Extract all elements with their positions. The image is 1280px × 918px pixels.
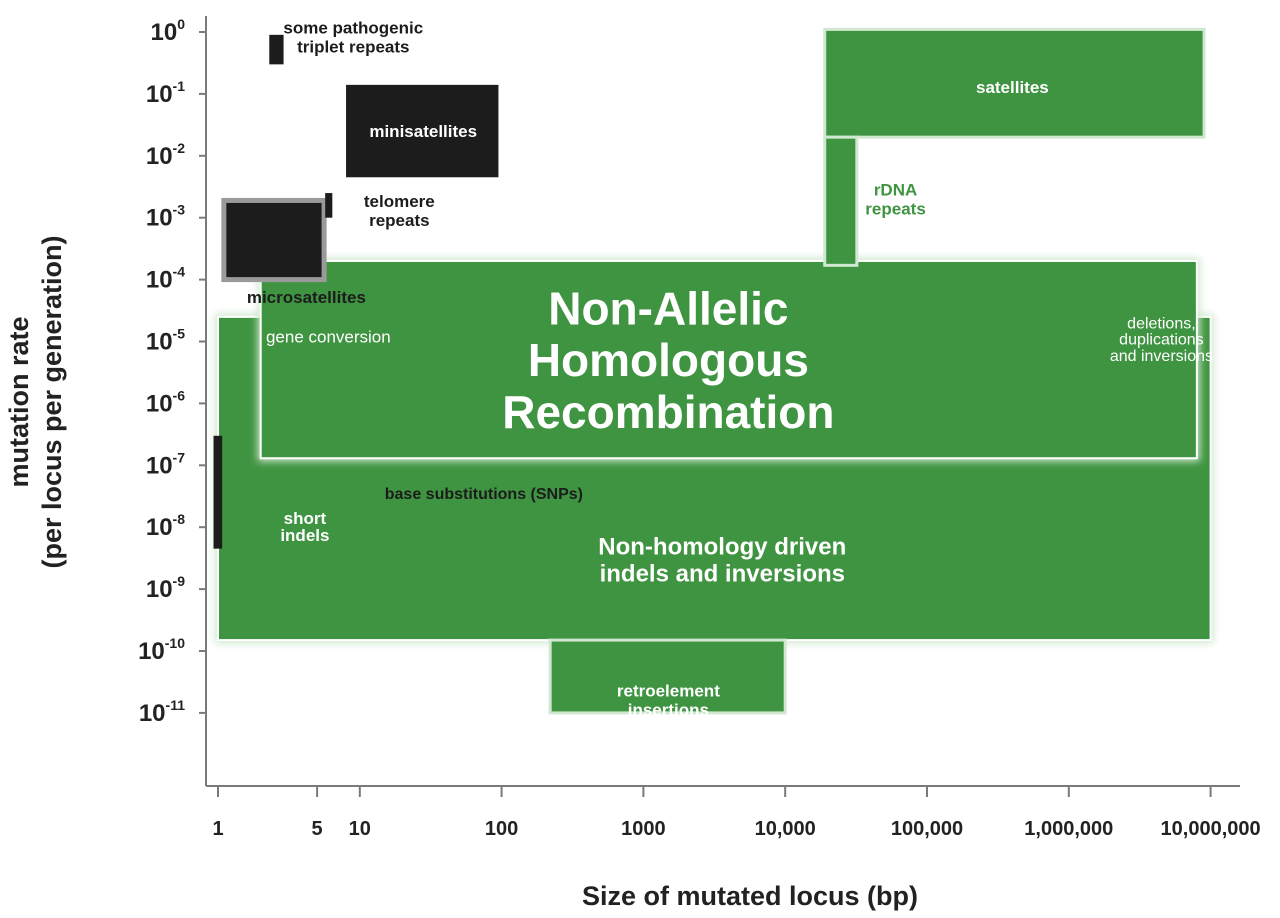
x-axis-label: Size of mutated locus (bp) bbox=[581, 881, 919, 911]
retroelement-label-line: insertions bbox=[627, 700, 709, 720]
annotation-label: indels bbox=[280, 525, 330, 545]
y-tick-label: 10-1 bbox=[145, 77, 185, 108]
telomere-region bbox=[325, 193, 332, 218]
annotation-label: gene conversion bbox=[265, 327, 391, 347]
y-tick-label: 100 bbox=[150, 16, 185, 46]
triplet-label-line: triplet repeats bbox=[297, 37, 410, 57]
y-tick-label: 10-7 bbox=[145, 449, 185, 480]
x-tick-label: 1 bbox=[212, 818, 224, 840]
annotation-label: short bbox=[283, 509, 327, 529]
y-tick-label: 10-9 bbox=[145, 573, 185, 604]
y-tick-label: 10-3 bbox=[145, 201, 185, 232]
y-tick-label: 10-11 bbox=[138, 696, 185, 727]
snps-region bbox=[214, 436, 223, 549]
y-axis-label-line1: mutation rate bbox=[4, 316, 34, 488]
y-tick-label: 10-8 bbox=[145, 511, 185, 542]
non-homology-label-line: indels and inversions bbox=[599, 560, 845, 588]
x-tick-label: 1,000,000 bbox=[1024, 818, 1114, 840]
annotation-label: duplications bbox=[1119, 331, 1204, 349]
rdna-region bbox=[825, 137, 857, 265]
annotation-label: and inversions bbox=[1109, 347, 1214, 365]
y-tick-label: 10-6 bbox=[145, 387, 185, 418]
y-axis-label-line2: (per locus per generation) bbox=[37, 235, 67, 569]
nahr-label-line: Recombination bbox=[502, 385, 835, 438]
nahr-label-line: Non-Allelic bbox=[548, 282, 789, 335]
x-tick-label: 10,000 bbox=[754, 818, 816, 840]
retroelement-label-line: retroelement bbox=[616, 681, 720, 701]
triplet-region bbox=[269, 35, 283, 65]
y-tick-label: 10-4 bbox=[145, 263, 185, 294]
nahr-label-line: Homologous bbox=[527, 334, 809, 387]
triplet-label-line: some pathogenic bbox=[283, 18, 424, 38]
x-tick-label: 100 bbox=[484, 818, 519, 840]
minisatellites-label-line: minisatellites bbox=[369, 122, 478, 142]
y-tick-label: 10-5 bbox=[145, 325, 185, 356]
y-tick-label: 10-10 bbox=[138, 635, 185, 665]
telomere-label-line: telomere bbox=[363, 192, 435, 212]
annotation-label: deletions, bbox=[1127, 315, 1196, 333]
satellites-label-line: satellites bbox=[975, 77, 1049, 97]
rdna-label-line: rDNA bbox=[873, 180, 918, 200]
y-tick-label: 10-2 bbox=[145, 139, 185, 170]
snps-label-line: base substitutions (SNPs) bbox=[384, 486, 584, 504]
x-tick-label: 100,000 bbox=[890, 818, 964, 840]
microsatellites-label-line: microsatellites bbox=[246, 288, 366, 308]
rdna-label-line: repeats bbox=[865, 199, 926, 219]
telomere-label-line: repeats bbox=[369, 211, 430, 231]
microsatellites-region bbox=[224, 200, 324, 279]
x-tick-label: 1000 bbox=[621, 818, 666, 840]
x-tick-label: 5 bbox=[311, 818, 323, 840]
x-tick-label: 10,000,000 bbox=[1160, 818, 1261, 840]
non-homology-label-line: Non-homology driven bbox=[598, 533, 847, 561]
x-tick-label: 10 bbox=[348, 818, 371, 840]
